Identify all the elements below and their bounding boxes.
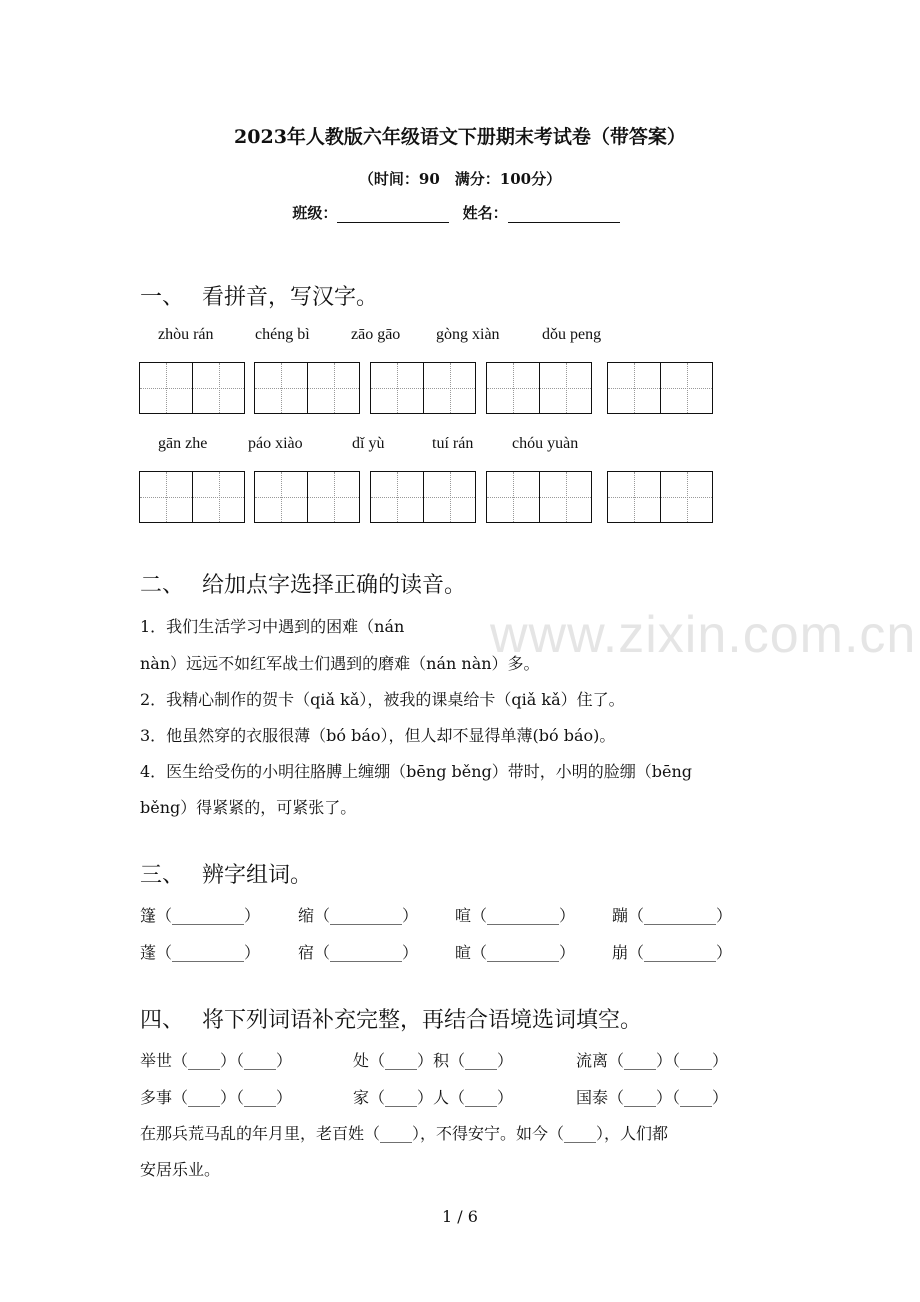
question-line: 2．我精心制作的贺卡（qiǎ kǎ），被我的课桌给卡（qiǎ kǎ）住了。 (140, 690, 625, 709)
writing-grid[interactable] (486, 362, 592, 414)
section-1-heading (140, 280, 378, 311)
writing-grid[interactable] (486, 471, 592, 523)
pinyin-label: chéng bì (255, 326, 310, 343)
section-3-number: 三、 (140, 863, 185, 888)
pinyin-label: gòng xiàn (436, 326, 500, 343)
section-2-number: 二、 (140, 573, 185, 598)
word-item: 篷（_________） (140, 906, 261, 925)
writing-grid[interactable] (139, 362, 245, 414)
section-1-number: 一、 (140, 285, 185, 310)
idiom-item: 国泰（____）（____） (576, 1088, 729, 1107)
word-item: 崩（_________） (612, 943, 733, 962)
writing-grid[interactable] (607, 362, 713, 414)
name-blank[interactable] (508, 206, 620, 223)
idiom-item: 举世（____）（____） (140, 1051, 293, 1070)
word-item: 暄（_________） (455, 943, 576, 962)
pinyin-label: dǒu peng (542, 326, 602, 343)
word-item: 缩（_________） (298, 906, 419, 925)
pinyin-label: tuí rán (432, 435, 474, 452)
idiom-item: 家（____）人（____） (353, 1088, 514, 1107)
student-info-line (0, 202, 920, 223)
idiom-item: 多事（____）（____） (140, 1088, 293, 1107)
class-label: 班级： (292, 204, 338, 222)
section-4-heading (140, 1003, 642, 1034)
section-3-title: 辨字组词。 (202, 863, 313, 888)
exam-info: （时间：90 满分：100分） (358, 170, 562, 188)
writing-grid[interactable] (607, 471, 713, 523)
section-1-title: 看拼音，写汉字。 (202, 285, 379, 310)
page-number: 1 / 6 (442, 1207, 478, 1226)
writing-grid[interactable] (254, 471, 360, 523)
page-title: 2023年人教版六年级语文下册期末考试卷（带答案） (234, 126, 686, 148)
writing-grid[interactable] (370, 362, 476, 414)
question-line: nàn）远远不如红军战士们遇到的磨难（nán nàn）多。 (140, 654, 540, 673)
pinyin-label: zhòu rán (158, 326, 214, 343)
idiom-item: 流离（____）（____） (576, 1051, 729, 1070)
writing-grid[interactable] (254, 362, 360, 414)
section-3-heading (140, 858, 312, 889)
word-item: 蓬（_________） (140, 943, 261, 962)
class-blank[interactable] (337, 206, 449, 223)
pinyin-label: zāo gāo (351, 326, 401, 343)
word-item: 蹦（_________） (612, 906, 733, 925)
pinyin-label: dǐ yù (352, 435, 385, 452)
pinyin-label: chóu yuàn (512, 435, 579, 452)
writing-grid[interactable] (370, 471, 476, 523)
question-line: 4．医生给受伤的小明往胳膊上缠绷（bēng běng）带时，小明的脸绷（bēng (140, 762, 693, 781)
context-paragraph: 在那兵荒马乱的年月里，老百姓（____），不得安宁。如今（____），人们都 (140, 1124, 669, 1143)
section-2-heading (140, 568, 466, 599)
question-line: 3．他虽然穿的衣服很薄（bó báo），但人却不显得单薄(bó báo)。 (140, 726, 616, 745)
pinyin-label: gān zhe (158, 435, 208, 452)
section-2-title: 给加点字选择正确的读音。 (202, 573, 467, 598)
watermark: www.zixin.com.cn (490, 606, 917, 664)
word-item: 喧（_________） (455, 906, 576, 925)
idiom-item: 处（____）积（____） (353, 1051, 514, 1070)
section-4-number: 四、 (140, 1008, 185, 1033)
pinyin-label: páo xiào (248, 435, 303, 452)
writing-grid[interactable] (139, 471, 245, 523)
context-paragraph: 安居乐业。 (140, 1160, 221, 1179)
name-label: 姓名： (462, 204, 508, 222)
word-item: 宿（_________） (298, 943, 419, 962)
question-line: 1．我们生活学习中遇到的困难（nán (140, 617, 405, 636)
question-line: běng）得紧紧的，可紧张了。 (140, 798, 357, 817)
section-4-title: 将下列词语补充完整，再结合语境选词填空。 (202, 1008, 643, 1033)
